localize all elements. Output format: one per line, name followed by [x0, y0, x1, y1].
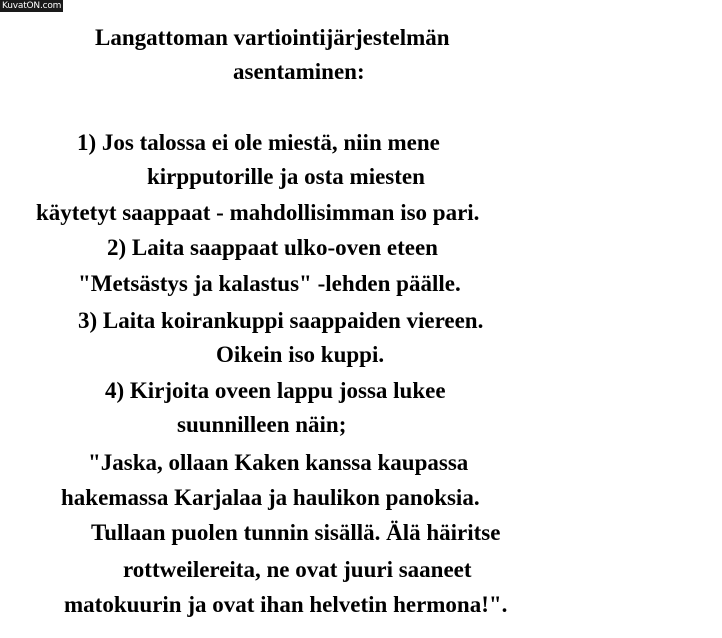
watermark-logo: KuvatON.com: [2, 1, 62, 11]
text-line: hakemassa Karjalaa ja haulikon panoksia.: [61, 485, 480, 510]
text-line: 4) Kirjoita oveen lappu jossa lukee: [105, 378, 446, 403]
text-line: "Metsästys ja kalastus" -lehden päälle.: [78, 271, 461, 296]
text-line: 1) Jos talossa ei ole miestä, niin mene: [77, 130, 440, 155]
text-line: matokuurin ja ovat ihan helvetin hermona!".: [64, 592, 508, 617]
text-line: Oikein iso kuppi.: [216, 342, 385, 367]
text-line: 3) Laita koirankuppi saappaiden viereen.: [78, 308, 484, 333]
text-line: suunnilleen näin;: [177, 412, 347, 437]
text-line: kirpputorille ja osta miesten: [147, 164, 425, 189]
title-line-2: asentaminen:: [233, 59, 365, 84]
text-line: "Jaska, ollaan Kaken kanssa kaupassa: [88, 450, 469, 475]
text-line: 2) Laita saappaat ulko-oven eteen: [107, 235, 438, 260]
text-line: käytetyt saappaat - mahdollisimman iso pari.: [36, 200, 480, 225]
title-line-1: Langattoman vartiointijärjestelmän: [95, 25, 450, 50]
text-line: Tullaan puolen tunnin sisällä. Älä häiritse: [91, 520, 501, 545]
text-line: rottweilereita, ne ovat juuri saaneet: [123, 557, 472, 582]
